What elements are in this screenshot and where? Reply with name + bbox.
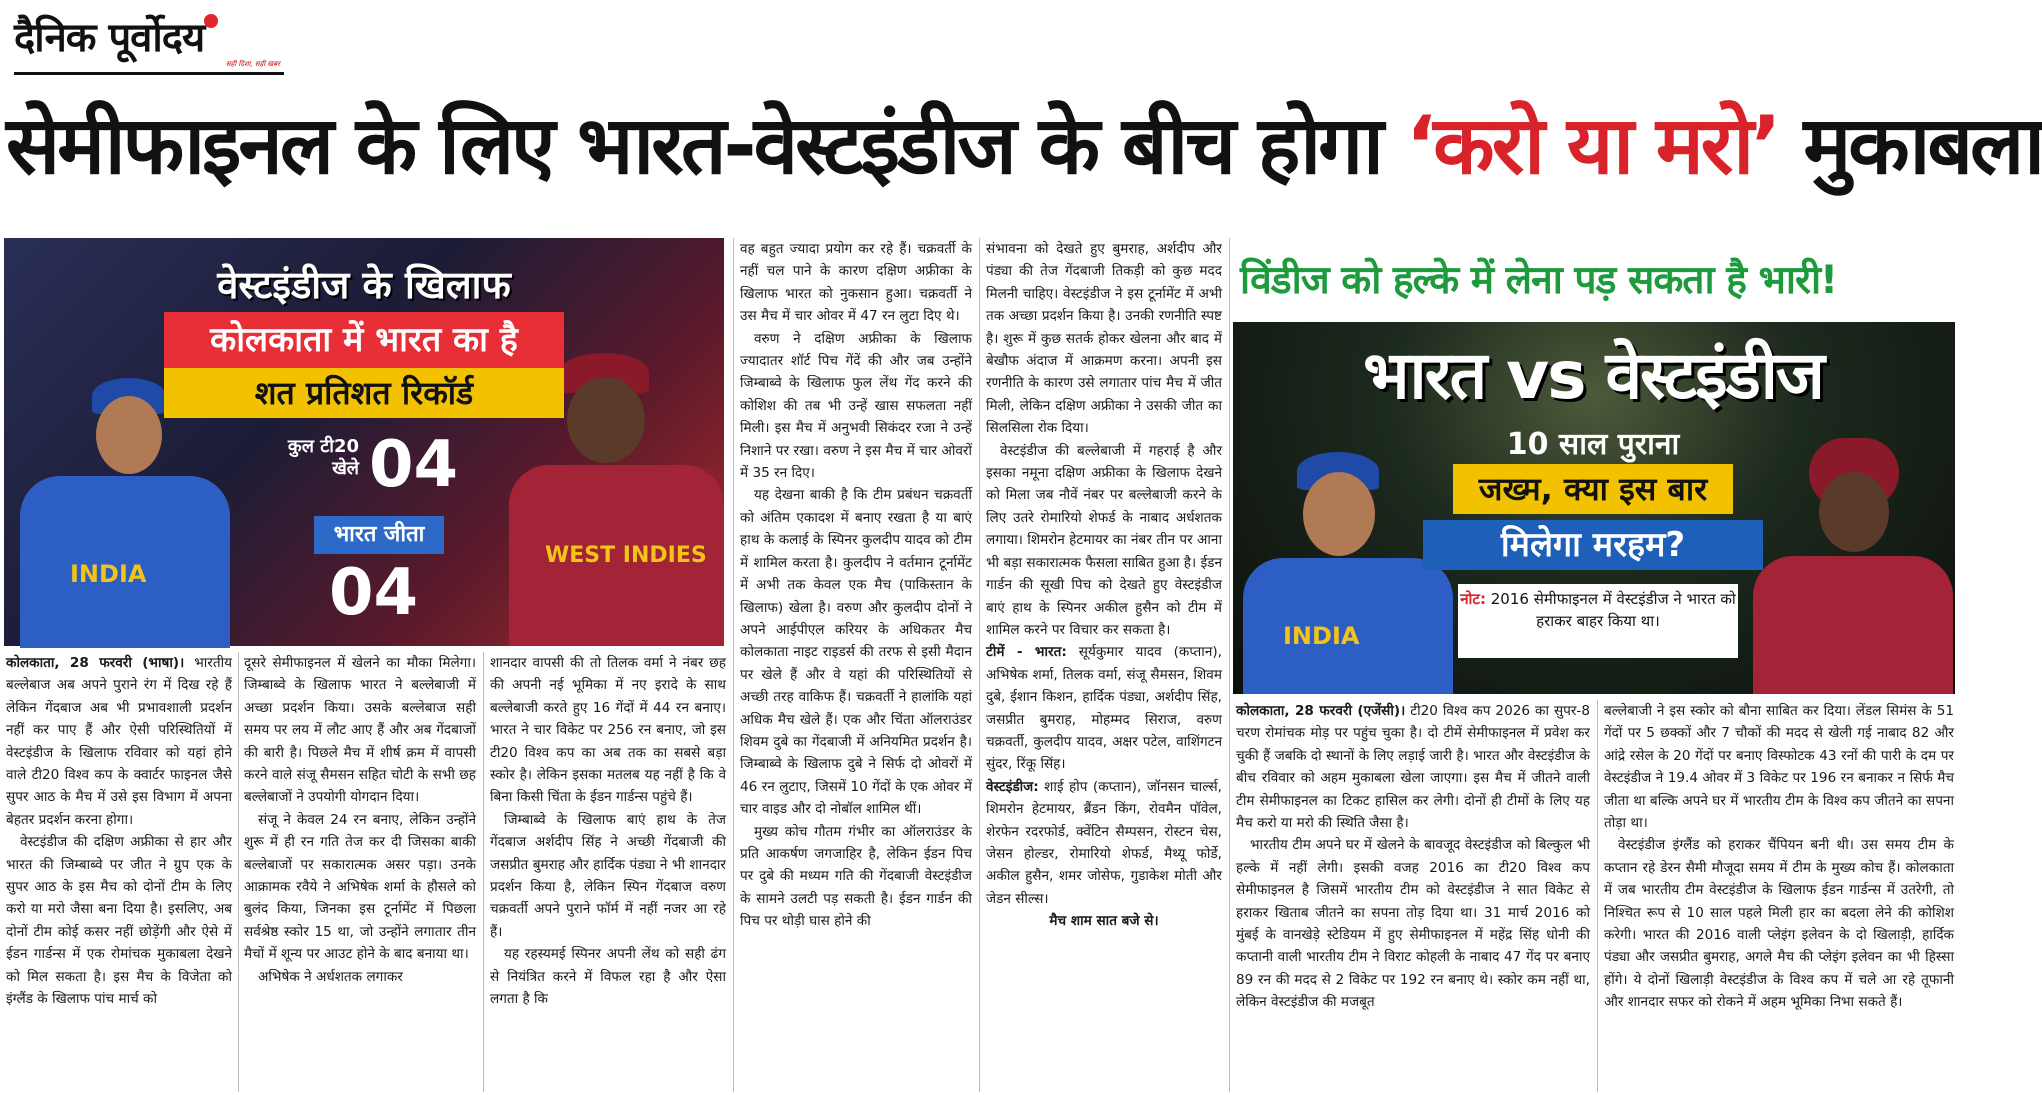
column-divider [733, 238, 734, 1092]
jersey-label-india-2: INDIA [1283, 622, 1360, 650]
player-head-right-2 [1819, 472, 1889, 552]
col5-para-1: संभावना को देखते हुए बुमराह, अर्शदीप और पंड्या की तेज गेंदबाजी तिकड़ी को कुछ मदद मिलनी चाहिए। वेस्टइंडीज ने इस टूर्नामेंट में अभी तक अच्छा प्रदर्शन किया है। उनकी रणनीति स्पष्ट है। शुरू में कुछ सतर्क होकर खेलना और बाद में बेखौफ अंदाज में आक्रमण करना। अपनी इस रणनीति के कारण उसे लगातार पांच मैच में जीत मिली, लेकिन दक्षिण अफ्रीका ने उसकी जीत का सिलसिला रोक दिया। [986, 241, 1222, 437]
image2-line3: जख्म, क्या इस बार [1453, 464, 1733, 514]
main-headline [6, 86, 2042, 206]
col2-para-1: दूसरे सेमीफाइनल में खेलने का मौका मिलेगा। जिम्बाब्वे के खिलाफ भारत ने बल्लेबाजी में अच्छा प्रदर्शन किया। उसके बल्लेबाज सही समय पर लय में लौट आए हैं और अब गेंदबाजों की बारी है। पिछले मैच में शीर्ष क्रम में वापसी करने वाले संजू सैमसन सहित चोटी के सभी छह बल्लेबाजों ने उपयोगी योगदान दिया। [244, 655, 476, 806]
column-7 [1604, 700, 1954, 1092]
jersey-label-westindies: WEST INDIES [545, 543, 707, 568]
col5-match-time: मैच शाम सात बजे से। [1049, 913, 1159, 930]
stat-played-label: कुल टी20 खेले [287, 436, 359, 479]
col6-para-2: भारतीय टीम अपने घर में खेलने के बावजूद वेस्टइंडीज को बिल्कुल भी हल्के में नहीं लेगी। इसकी वजह 2016 का टी20 विश्व कप सेमीफाइनल है जिसमें भारतीय टीम को वेस्टइंडीज ने सात विकेट से हराकर खिताब जीतने का सपना तोड़ दिया था। 31 मार्च 2016 को मुंबई के वानखेड़े स्टेडियम में हुए सेमीफाइनल में महेंद्र सिंह धोनी की कप्तानी वाली भारतीय टीम ने विराट कोहली के नाबाद 47 गेंद पर बनाए 89 रन की मदद से 2 विकेट पर 192 रन बनाए थे। स्कोर कम नहीं था, लेकिन वेस्टइंडीज की मजबूत [1236, 837, 1590, 1011]
player-head-right [567, 377, 645, 463]
col5-teams-westindies: वेस्टइंडीज: शाई होप (कप्तान), जॉनसन चार्ल्स, शिमरोन हेटमायर, ब्रैंडन किंग, रोवमैन पॉवेल, शेरफेन रदरफोर्ड, क्वेंटिन सैम्पसन, रोस्टन चेस, जेसन होल्डर, रोमारियो शेफर्ड, मैथ्यू फोर्डे, अकील हुसैन, शमर जोसेफ, गुडाकेश मोती और जेडन सील्स। [986, 778, 1222, 907]
player-head-left-2 [1303, 472, 1375, 556]
westindies-jersey-2 [1753, 556, 1953, 694]
stat-won-label: भारत जीता [314, 516, 444, 554]
stat-won-value: 04 [329, 556, 419, 630]
column-4 [740, 238, 972, 1092]
masthead-rule [14, 72, 284, 75]
headline-highlight: ‘करो या मरो’ [1405, 99, 1779, 192]
column-2 [244, 652, 476, 1092]
jersey-label-india: INDIA [70, 560, 147, 588]
col3-para-2: जिम्बाब्वे के खिलाफ बाएं हाथ के तेज गेंदबाज अर्शदीप सिंह ने अच्छी गेंदबाजी की जसप्रीत बुमराह और हार्दिक पंड्या ने भी शानदार प्रदर्शन किया है, लेकिन स्पिन गेंदबाज वरुण चक्रवर्ती अपने पुराने फॉर्म में नहीं नजर आ रहे हैं। [490, 811, 726, 940]
col2-para-3: अभिषेक ने अर्धशतक लगाकर [258, 968, 403, 985]
column-divider [238, 652, 239, 1092]
column-1 [6, 652, 232, 1092]
image-caption-line1: वेस्टइंडीज के खिलाफ [217, 263, 511, 307]
col5-para-2: वेस्टइंडीज की बल्लेबाजी में गहराई है और इसका नमूना दक्षिण अफ्रीका के खिलाफ देखने को मिला जब नौवें नंबर पर बल्लेबाजी करने के लिए उतरे रोमारियो शेफर्ड के नाबाद अर्धशतक लगाया। शिमरोन हेटमायर का नंबर तीन पर आना भी बड़ा सकारात्मक फैसला साबित हुआ है। ईडन गार्डन की सूखी पिच को देखते हुए वेस्टइंडीज बाएं हाथ के स्पिनर अकील हुसैन को टीम में शामिल करने पर विचार कर सकता है। [986, 442, 1222, 638]
story2-image [1233, 322, 1955, 694]
column-6 [1236, 700, 1590, 1092]
image2-note-text: 2016 सेमीफाइनल में वेस्टइंडीज ने भारत को हराकर बाहर किया था। [1485, 590, 1736, 630]
col1-dateline: कोलकाता, 28 फरवरी (भाषा)। [6, 655, 185, 671]
col4-para-4: मुख्य कोच गौतम गंभीर का ऑलराउंडर के प्रति आकर्षण जगजाहिर है, लेकिन ईडन पिच पर दुबे की मध्यम गति की गेंदबाजी वेस्टइंडीज के सामने उलटी पड़ सकती है। ईडन गार्डन की पिच पर थोड़ी घास होने की [740, 823, 972, 930]
col4-para-3: यह देखना बाकी है कि टीम प्रबंधन चक्रवर्ती को अंतिम एकादश में बनाए रखता है या बाएं हाथ के कलाई के स्पिनर कुलदीप यादव को टीम में शामिल करता है। कुलदीप ने वर्तमान टूर्नामेंट में अभी तक केवल एक मैच (पाकिस्तान के खिलाफ) खेला है। वरुण और कुलदीप दोनों ने अपने आईपीएल करियर के अधिकतर मैच कोलकाता नाइट राइडर्स की तरफ से इसी मैदान पर खेले हैं और वे यहां की परिस्थितियों से अच्छी तरह वाकिफ हैं। चक्रवर्ती ने हालांकि यहां अधिक मैच खेले हैं। एक और चिंता ऑलराउंडर शिवम दुबे का गेंदबाजी में अनियमित प्रदर्शन है। जिम्बाब्वे के खिलाफ दुबे ने सिर्फ दो ओवरों में 46 रन लुटाए, जिसमें 10 गेंदों के एक ओवर में चार वाइड और दो नोबॉल शामिल थीं। [740, 487, 972, 818]
col3-para-1: शानदार वापसी की तो तिलक वर्मा ने नंबर छह की अपनी नई भूमिका में नए इरादे के साथ बल्लेबाजी करते हुए 16 गेंदों में 44 रन बनाए। भारत ने चार विकेट पर 256 रन बनाए, जो इस टी20 विश्व कप का अब तक का सबसे बड़ा स्कोर है। लेकिन इसका मतलब यह नहीं है कि वे बिना किसी चिंता के ईडन गार्डन्स पहुंचे हैं। [490, 655, 726, 806]
col6-para-1: कोलकाता, 28 फरवरी (एजेंसी)। टी20 विश्व कप 2026 का सुपर-8 चरण रोमांचक मोड़ पर पहुंच चुका है। दो टीमें सेमीफाइनल में प्रवेश कर चुकी हैं जबकि दो स्थानों के लिए लड़ाई जारी है। भारत और वेस्टइंडीज के बीच रविवार को अहम मुकाबला खेला जाएगा। इस मैच में जीतने वाली टीम सेमीफाइनल का टिकट हासिल कर लेगी। दोनों ही टीमों के लिए यह मैच करो या मरो की स्थिति जैसा है। [1236, 703, 1590, 832]
player-westindies-figure-2 [1753, 432, 1953, 694]
stat-played-value: 04 [369, 428, 459, 502]
masthead-tagline: सही दिशा, सही खबर [225, 60, 280, 68]
player-india-figure-2 [1243, 442, 1453, 694]
masthead [14, 8, 284, 70]
col1-para-2: वेस्टइंडीज की दक्षिण अफ्रीका से हार और भारत की जिम्बाब्वे पर जीत ने ग्रुप एक के सुपर आठ के इस मैच को दोनों टीम के लिए करो या मरो जैसा बना दिया है। इसलिए, अब दोनों टीम कोई कसर नहीं छोड़ेंगी और ऐसे में ईडन गार्डन्स में एक रोमांचक मुकाबला देखने को मिल सकता है। इस मैच के विजेता को इंग्लैंड के खिलाफ पांच मार्च को [6, 834, 232, 1008]
image2-note [1458, 584, 1738, 658]
col7-para-2: वेस्टइंडीज इंग्लैंड को हराकर चैंपियन बनी थी। उस समय टीम के कप्तान रहे डेरन सैमी मौजूदा समय में टीम के मुख्य कोच हैं। कोलकाता में जब भारतीय टीम वेस्टइंडीज के खिलाफ ईडन गार्डन्स में उतरेगी, तो निश्चित रूप से 10 साल पहले मिली हार का बदला लेने की कोशिश करेगी। भारत की 2016 वाली प्लेइंग इलेवन के दो खिलाड़ी, हार्दिक पंड्या और जसप्रीत बुमराह, अगले मैच की प्लेइंग इलेवन का भी हिस्सा होंगे। ये दोनों खिलाड़ी वेस्टइंडीज के विश्व कप में चले आ रहे तूफानी और शानदार सफर को रोकने में अहम भूमिका निभा सकते हैं। [1604, 837, 1954, 1011]
lead-image-left [4, 238, 724, 646]
column-divider [483, 652, 484, 1092]
col1-para-1: कोलकाता, 28 फरवरी (भाषा)। भारतीय बल्लेबाज अब अपने पुराने रंग में दिख रहे हैं लेकिन गेंदबाज अब भी प्रभावशाली प्रदर्शन नहीं कर पाए हैं और ऐसी परिस्थितियों में वेस्टइंडीज के खिलाफ रविवार को यहां होने वाले टी20 विश्व कप के क्वार्टर फाइनल जैसे सुपर आठ के मैच में उसे इस विभाग में अपना बेहतर प्रदर्शन करना होगा। [6, 655, 232, 828]
column-divider [1229, 238, 1230, 1092]
column-divider [979, 238, 980, 1092]
image2-title: भारत vs वेस्टइंडीज [1363, 337, 1823, 414]
col2-para-2: संजू ने केवल 24 रन बनाए, लेकिन उन्होंने शुरू में ही रन गति तेज कर दी जिसका बाकी बल्लेबाजों पर सकारात्मक असर पड़ा। उनके आक्रामक रवैये ने अभिषेक शर्मा के हौसले को बुलंद किया, जिनका इस टूर्नामेंट में पिछला सर्वश्रेष्ठ स्कोर 15 था, जो उन्होंने लगातार तीन मैचों में शून्य पर आउट होने के बाद बनाया था। [244, 811, 476, 963]
col4-para-1: वह बहुत ज्यादा प्रयोग कर रहे हैं। चक्रवर्ती के नहीं चल पाने के कारण दक्षिण अफ्रीका के खिलाफ भारत को नुकसान हुआ। चक्रवर्ती ने उस मैच में चार ओवर में 47 रन लुटा दिए थे। [740, 241, 972, 325]
col7-para-1: बल्लेबाजी ने इस स्कोर को बौना साबित कर दिया। लेंडल सिमंस के 51 गेंदों पर 5 छक्कों और 7 चौकों की मदद से खेली गई नाबाद 82 और आंद्रे रसेल के 20 गेंदों पर बनाए विस्फोटक 43 रनों की पारी के दम पर वेस्टइंडीज ने 19.4 ओवर में 3 विकेट पर 196 रन बनाकर न सिर्फ मैच जीता था बल्कि अपने घर में भारतीय टीम के विश्व कप जीतने का सपना तोड़ा था। [1604, 703, 1954, 832]
column-3 [490, 652, 726, 1092]
headline-part2: मुकाबला [1778, 99, 2042, 192]
image-caption-line2: कोलकाता में भारत का है [164, 312, 564, 368]
image2-line4: मिलेगा मरहम? [1423, 520, 1763, 570]
image2-line2: 10 साल पुराना [1506, 427, 1680, 462]
player-head-left [96, 396, 162, 474]
col5-teams-india: टीमें - भारत: सूर्यकुमार यादव (कप्तान), अभिषेक शर्मा, तिलक वर्मा, संजू सैमसन, शिवम दुबे, ईशान किशन, हार्दिक पंड्या, अर्शदीप सिंह, जसप्रीत बुमराह, मोहम्मद सिराज, वरुण चक्रवर्ती, कुलदीप यादव, अक्षर पटेल, वाशिंगटन सुंदर, रिंकू सिंह। [986, 644, 1222, 773]
col3-para-3: यह रहस्यमई स्पिनर अपनी लेंथ को सही ढंग से नियंत्रित करने में विफल रहा है और ऐसा लगता है कि [490, 946, 726, 1008]
logo-dot-icon [204, 14, 218, 28]
column-divider [1597, 700, 1598, 1092]
col6-dateline: कोलकाता, 28 फरवरी (एजेंसी)। [1236, 703, 1406, 719]
image-caption-line3: शत प्रतिशत रिकॉर्ड [164, 368, 564, 418]
column-5 [986, 238, 1222, 1092]
headline-part1: सेमीफाइनल के लिए भारत-वेस्टइंडीज के बीच होगा [6, 99, 1406, 192]
newspaper-name: दैनिक पूर्वोदय [14, 14, 205, 61]
image2-note-label: नोट: [1460, 590, 1486, 608]
col4-para-2: वरुण ने दक्षिण अफ्रीका के खिलाफ ज्यादातर शॉर्ट पिच गेंदें की और जब उन्होंने जिम्बाब्वे के खिलाफ फुल लेंथ गेंद करने की कोशिश की तब भी उन्हें खास सफलता नहीं मिली। इस मैच में अनुभवी सिकंदर रजा ने उन्हें निशाने पर रखा। वरुण ने इस मैच में चार ओवरों में 35 रन दिए। [740, 330, 972, 482]
story2-subhead: विंडीज को हल्के में लेना पड़ सकता है भारी! [1240, 258, 1837, 303]
